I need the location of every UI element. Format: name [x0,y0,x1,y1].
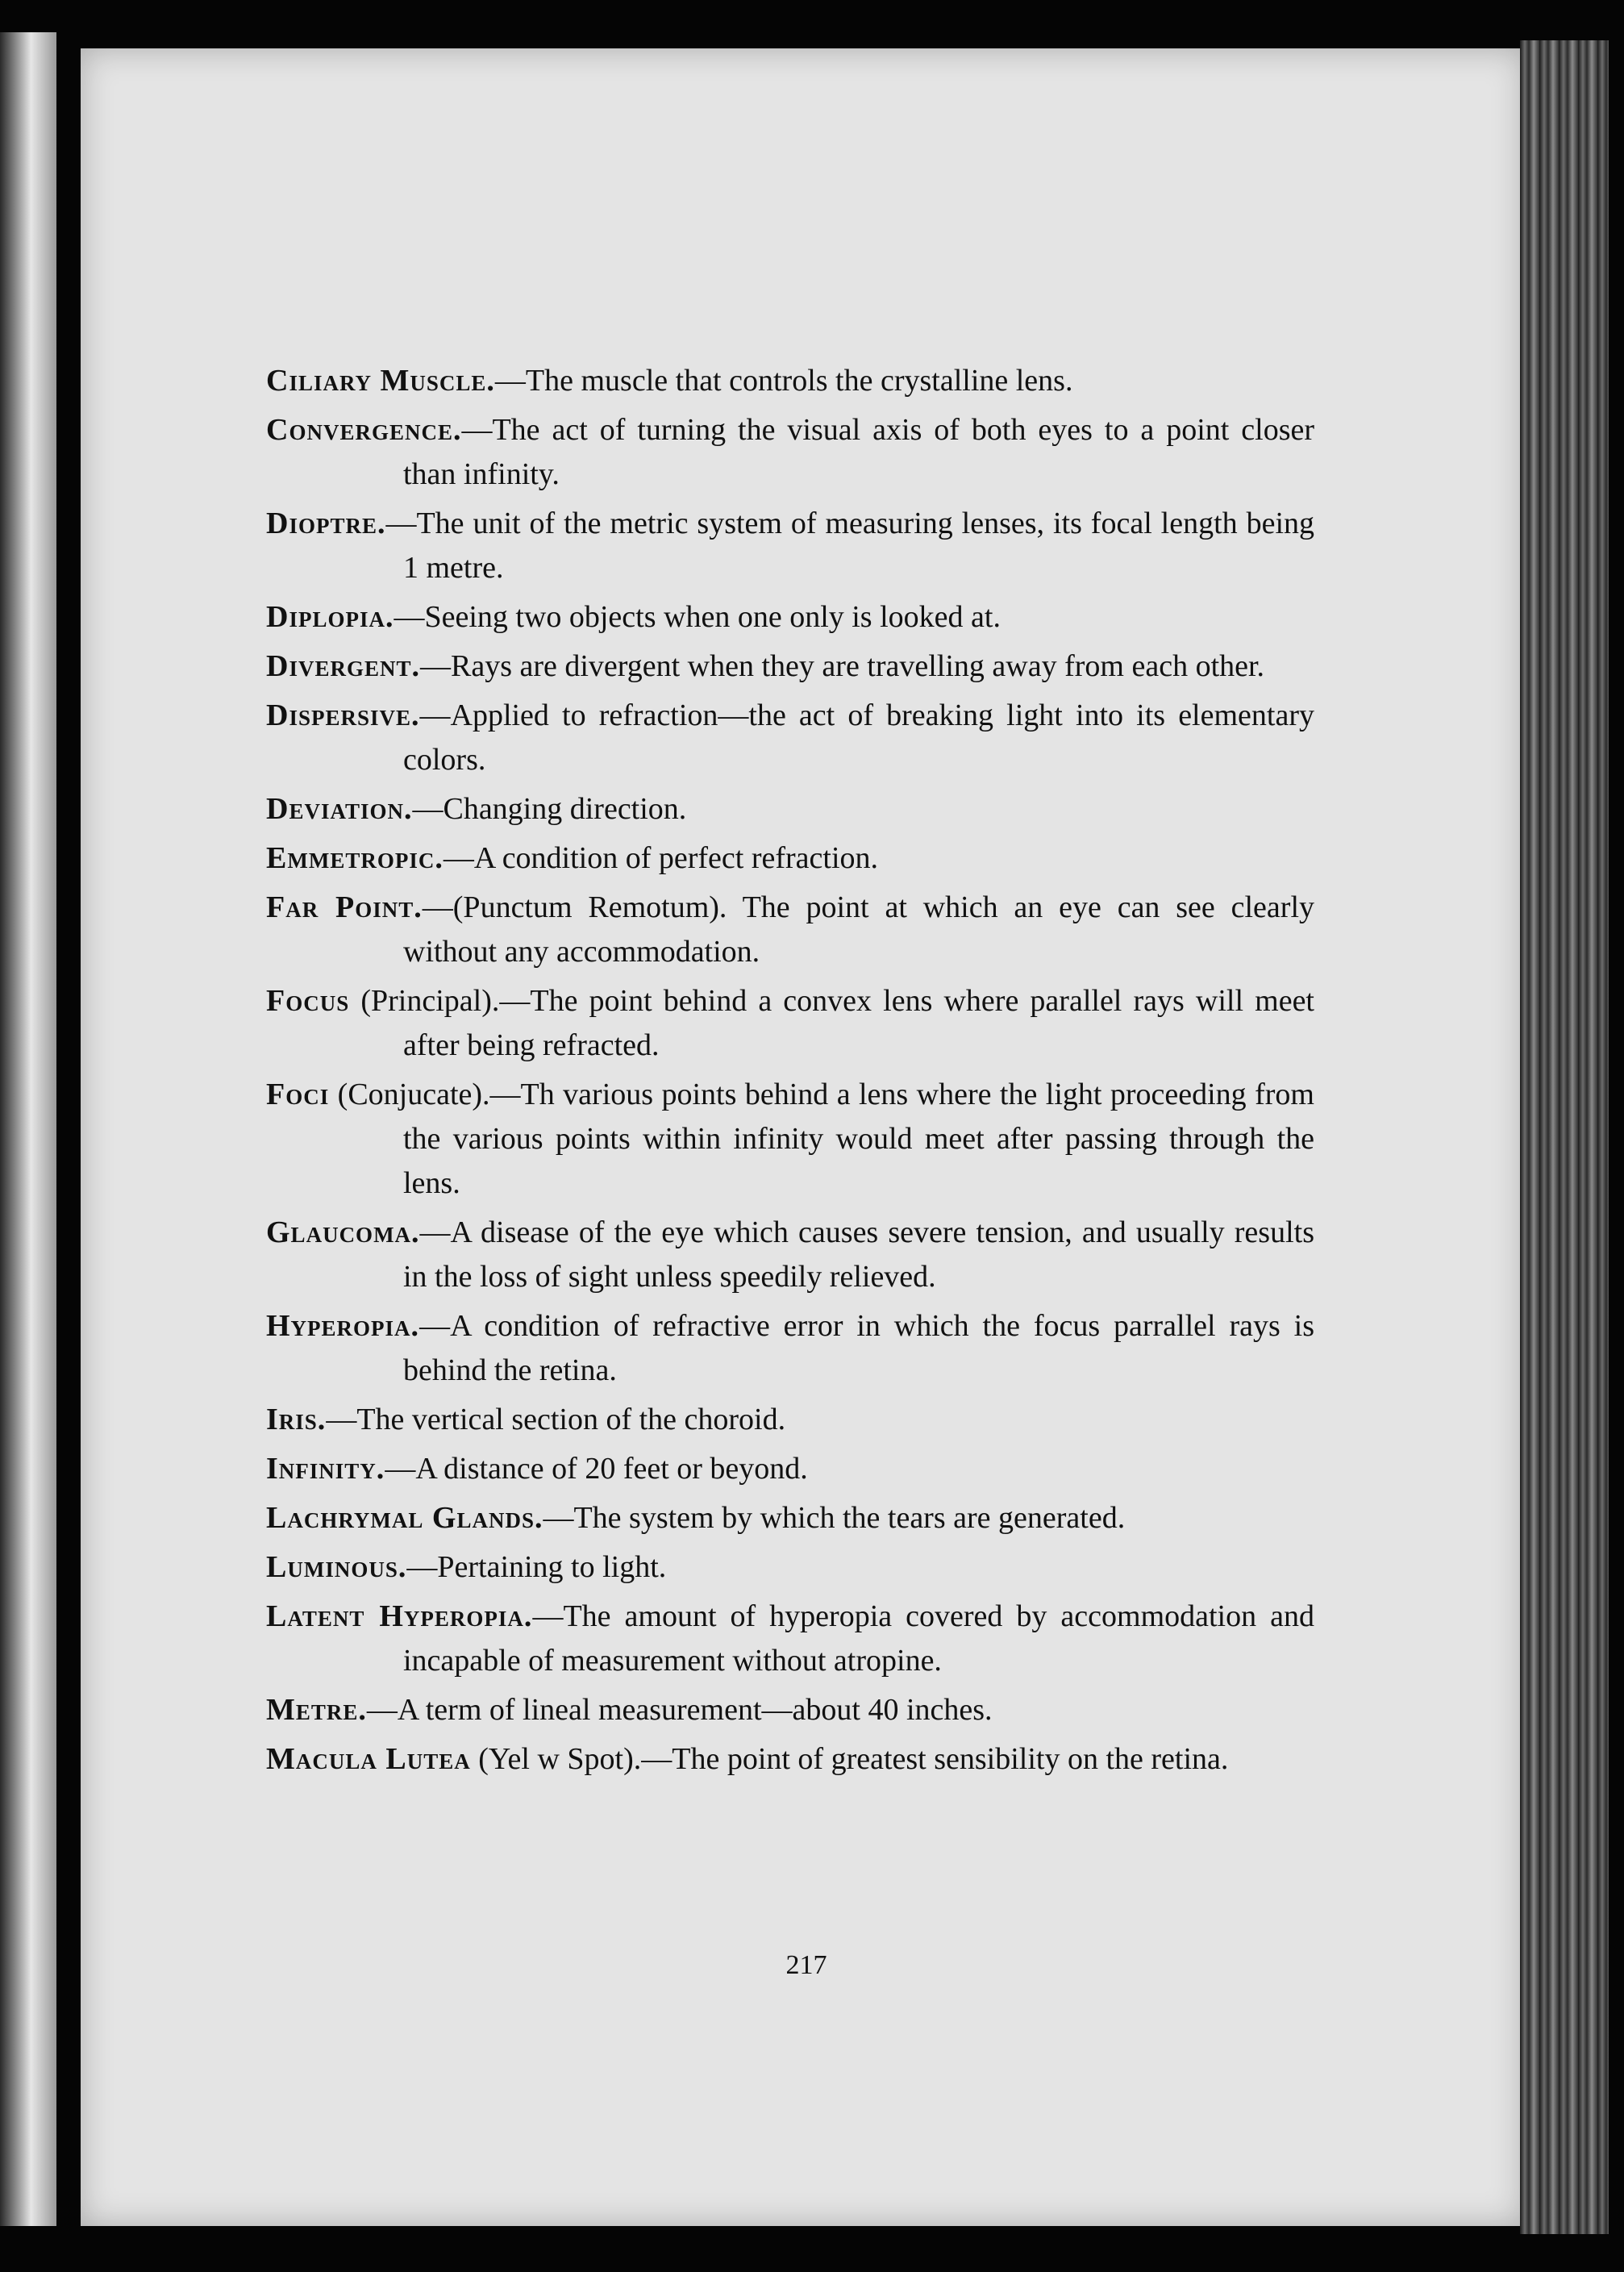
glossary-term: Infinity. [266,1452,385,1486]
glossary-term: Iris. [266,1403,327,1436]
glossary-definition: (Conjucate).—Th various points behind a lens where the light proceeding from the various points within infinity would meet after passing through the lens. [329,1078,1314,1200]
glossary-entry [266,787,1314,832]
glossary-term: Focus [266,984,350,1018]
glossary-definition: —(Punctum Remotum). The point at which an eye can see clearly without any accommodation. [403,890,1315,969]
glossary-definition: —Seeing two objects when one only is looked at. [394,600,1001,634]
glossary-term: Ciliary Muscle. [266,364,495,398]
glossary-term: Luminous. [266,1550,407,1584]
glossary-definition: —Pertaining to light. [406,1550,667,1584]
glossary-definition: —The unit of the metric system of measuring lenses, its focal length being 1 metre. [385,507,1314,585]
glossary-term: Diplopia. [266,600,394,634]
glossary-entry [266,408,1314,497]
glossary-definition: —A distance of 20 feet or beyond. [385,1452,808,1486]
glossary-definition: —The amount of hyperopia covered by accommodation and incapable of measurement without atropine. [403,1599,1314,1678]
glossary-entry [266,836,1314,881]
page-number: 217 [785,1950,827,1980]
glossary-definition: —Applied to refraction—the act of breaking light into its elementary colors. [403,698,1314,777]
glossary-term: Dioptre. [266,507,386,540]
glossary-entry [266,1688,1314,1732]
glossary-term: Lachrymal Glands. [266,1501,543,1535]
glossary-definition: (Principal).—The point behind a convex lens where parallel rays will meet after being refracted. [349,984,1314,1062]
glossary-definition: (Yel w Spot).—The point of greatest sensibility on the retina. [470,1742,1229,1776]
facing-page-edge [0,32,56,2226]
glossary-entry [266,595,1314,640]
glossary-term: Deviation. [266,792,413,826]
page-stack-edge [1520,40,1609,2234]
glossary-entry [266,886,1314,974]
glossary-term: Metre. [266,1693,367,1727]
glossary-term: Emmetropic. [266,841,443,875]
glossary-definition: —A disease of the eye which causes severe tension, and usually results in the loss of sight unless speedily relieved. [403,1215,1314,1294]
glossary-term: Hyperopia. [266,1309,420,1343]
glossary-entry [266,1398,1314,1442]
glossary-entry [266,502,1314,590]
glossary-definition: —Rays are divergent when they are travelling away from each other. [419,649,1265,683]
glossary-definition: —A term of lineal measurement—about 40 inches. [366,1693,993,1727]
glossary-term: Foci [266,1078,330,1111]
glossary-definition: —The muscle that controls the crystalline lens. [494,364,1073,398]
glossary-entries [266,359,1314,1786]
glossary-definition: —A condition of perfect refraction. [443,841,879,875]
glossary-term: Glaucoma. [266,1215,420,1249]
glossary-definition: —The vertical section of the choroid. [326,1403,786,1436]
glossary-entry [266,1545,1314,1590]
glossary-entry [266,1211,1314,1299]
glossary-definition: —The act of turning the visual axis of both eyes to a point closer than infinity. [403,413,1314,491]
glossary-term: Dispersive. [266,698,420,732]
glossary-entry [266,1304,1314,1393]
glossary-entry [266,1073,1314,1206]
glossary-term: Macula Lutea [266,1742,471,1776]
glossary-entry [266,694,1314,782]
glossary-definition: —A condition of refractive error in which the focus parrallel rays is behind the retina. [403,1309,1314,1387]
glossary-entry [266,644,1314,689]
glossary-term: Convergence. [266,413,462,447]
glossary-definition: —The system by which the tears are generated. [543,1501,1126,1535]
glossary-term: Divergent. [266,649,420,683]
glossary-entry [266,1737,1314,1782]
glossary-term: Latent Hyperopia. [266,1599,533,1633]
glossary-entry [266,1496,1314,1540]
glossary-entry [266,1447,1314,1491]
glossary-definition: —Changing direction. [412,792,687,826]
glossary-entry [266,979,1314,1068]
glossary-term: Far Point. [266,890,423,924]
glossary-entry [266,359,1314,403]
glossary-entry [266,1595,1314,1683]
